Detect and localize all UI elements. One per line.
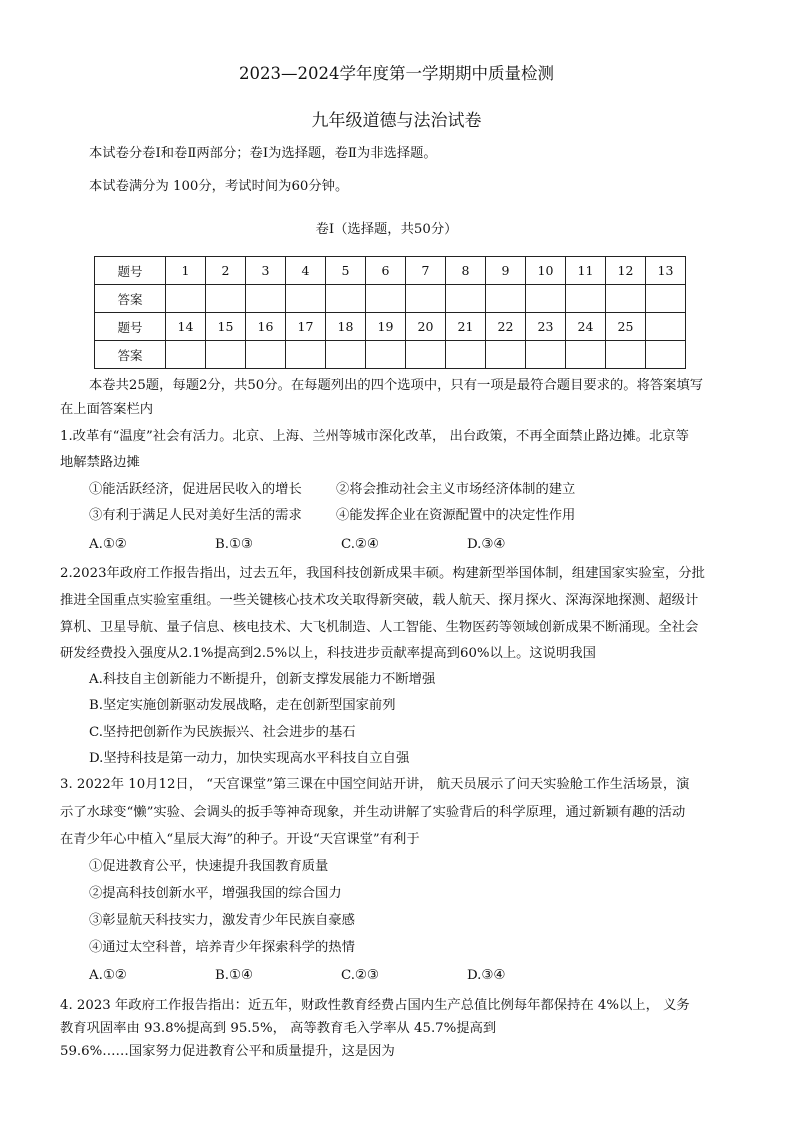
answer-cell[interactable] <box>246 285 286 313</box>
q3-option-d[interactable]: D.③④ <box>467 968 506 983</box>
q4-stem-line-2: 教育巩固率由 93.8%提高到 95.5%， 高等教育毛入学率从 45.7%提高到 <box>60 1021 497 1036</box>
q3-option-b[interactable]: B.①④ <box>215 968 253 983</box>
question-number-cell: 8 <box>446 257 486 285</box>
q2-stem-line-1: 2.2023年政府工作报告指出，过去五年，我国科技创新成果丰硕。构建新型举国体制，组建国家实验室，分批 <box>60 566 705 581</box>
q3-option-c[interactable]: C.②③ <box>341 968 379 983</box>
answer-cell[interactable] <box>606 341 646 369</box>
q3-statement-2: ②提高科技创新水平，增强我国的综合国力 <box>89 886 342 901</box>
q3-statement-4: ④通过太空科普，培养青少年探索科学的热情 <box>89 940 355 955</box>
q3-stem-line-1: 3. 2022年 10月12日， “天宫课堂”第三课在中国空间站开讲， 航天员展示了问天实验舱工作生活场景，演 <box>60 777 690 792</box>
answer-cell[interactable] <box>486 285 526 313</box>
q2-option-a[interactable]: A.科技自主创新能力不断提升，创新支撑发展能力不断增强 <box>89 672 436 687</box>
instructions-line-1: 本卷共25题，每题2分，共50分。在每题列出的四个选项中，只有一项是最符合题目要求的。将答案填写 <box>89 378 704 393</box>
answer-cell[interactable] <box>326 341 366 369</box>
answer-cell[interactable] <box>206 285 246 313</box>
answer-cell[interactable] <box>206 341 246 369</box>
row-label-question: 题号 <box>95 313 166 341</box>
intro-line-2: 本试卷满分为 100分，考试时间为60分钟。 <box>89 179 349 194</box>
answer-cell[interactable] <box>166 285 206 313</box>
row-label-question: 题号 <box>95 257 166 285</box>
answer-cell[interactable] <box>406 285 446 313</box>
question-number-cell: 7 <box>406 257 446 285</box>
table-row-answers-2 <box>95 341 686 369</box>
question-number-cell: 15 <box>206 313 246 341</box>
answer-cell[interactable] <box>406 341 446 369</box>
answer-cell[interactable] <box>646 285 686 313</box>
q1-stem-line-2: 地解禁路边摊 <box>60 455 140 470</box>
question-number-cell: 23 <box>526 313 566 341</box>
q3-stem-line-2: 示了水球变“懒”实验、会调头的扳手等神奇现象，并生动讲解了实验背后的科学原理，通过新颖有趣的活动 <box>60 805 686 820</box>
table-row-numbers-2 <box>95 313 686 341</box>
q1-options <box>89 536 593 554</box>
q2-stem-line-3: 算机、卫星导航、量子信息、核电技术、大飞机制造、人工智能、生物医药等领域创新成果不断涌现。全社会 <box>60 620 699 635</box>
q1-stem-line-1: 1.改革有“温度”社会有活力。北京、上海、兰州等城市深化改革， 出台政策，不再全面禁止路边摊。北京等 <box>60 429 689 444</box>
q1-statement-4: ④能发挥企业在资源配置中的决定性作用 <box>336 508 576 523</box>
question-number-cell: 13 <box>646 257 686 285</box>
q2-stem-line-4: 研发经费投入强度从2.1%提高到2.5%以上，科技进步贡献率提高到60%以上。这说明我国 <box>60 646 596 661</box>
answer-cell[interactable] <box>166 341 206 369</box>
q3-option-a[interactable]: A.①② <box>89 968 127 983</box>
section-title: 卷Ⅰ（选择题，共50分） <box>315 222 458 237</box>
answer-cell[interactable] <box>486 341 526 369</box>
exam-title: 2023—2024学年度第一学期期中质量检测 <box>239 64 554 83</box>
question-number-cell: 14 <box>166 313 206 341</box>
q2-option-c[interactable]: C.坚持把创新作为民族振兴、社会进步的基石 <box>89 725 356 740</box>
row-label-answer: 答案 <box>95 341 166 369</box>
table-row-answers-1 <box>95 285 686 313</box>
q3-stem-line-3: 在青少年心中植入“星辰大海”的种子。开设“天宫课堂”有利于 <box>60 832 420 847</box>
answer-cell[interactable] <box>446 285 486 313</box>
q1-option-c[interactable]: C.②④ <box>341 537 379 552</box>
question-number-cell: 6 <box>366 257 406 285</box>
question-number-cell: 17 <box>286 313 326 341</box>
q1-option-b[interactable]: B.①③ <box>215 537 253 552</box>
row-label-answer: 答案 <box>95 285 166 313</box>
q2-stem-line-2: 推进全国重点实验室重组。一些关键核心技术攻关取得新突破，载人航天、探月探火、深海深地探测、超级计 <box>60 593 699 608</box>
answer-cell[interactable] <box>446 341 486 369</box>
answer-table <box>94 256 686 369</box>
q4-stem-line-1: 4. 2023 年政府工作报告指出：近五年，财政性教育经费占国内生产总值比例每年都保持在 4%以上， 义务 <box>60 998 690 1013</box>
q1-option-a[interactable]: A.①② <box>89 537 127 552</box>
answer-cell[interactable] <box>326 285 366 313</box>
q3-statement-1: ①促进教育公平，快速提升我国教育质量 <box>89 859 329 874</box>
question-number-cell: 20 <box>406 313 446 341</box>
q3-statement-3: ③彰显航天科技实力，激发青少年民族自豪感 <box>89 913 355 928</box>
q1-statement-1: ①能活跃经济，促进居民收入的增长 <box>89 482 302 497</box>
answer-cell[interactable] <box>566 341 606 369</box>
question-number-cell: 12 <box>606 257 646 285</box>
question-number-cell: 25 <box>606 313 646 341</box>
question-number-cell: 19 <box>366 313 406 341</box>
answer-cell[interactable] <box>646 341 686 369</box>
question-number-cell: 5 <box>326 257 366 285</box>
q1-statement-3: ③有利于满足人民对美好生活的需求 <box>89 508 302 523</box>
question-number-cell: 21 <box>446 313 486 341</box>
answer-cell[interactable] <box>526 341 566 369</box>
question-number-cell: 18 <box>326 313 366 341</box>
q1-statement-2: ②将会推动社会主义市场经济体制的建立 <box>336 482 576 497</box>
question-number-cell: 9 <box>486 257 526 285</box>
answer-cell[interactable] <box>366 341 406 369</box>
question-number-cell: 2 <box>206 257 246 285</box>
question-number-cell: 10 <box>526 257 566 285</box>
answer-cell[interactable] <box>366 285 406 313</box>
answer-cell[interactable] <box>286 285 326 313</box>
table-row-numbers-1 <box>95 257 686 285</box>
question-number-cell: 22 <box>486 313 526 341</box>
question-number-cell: 1 <box>166 257 206 285</box>
q2-option-d[interactable]: D.坚持科技是第一动力，加快实现高水平科技自立自强 <box>89 751 410 766</box>
question-number-cell: 24 <box>566 313 606 341</box>
q1-option-d[interactable]: D.③④ <box>467 537 506 552</box>
question-number-cell: 4 <box>286 257 326 285</box>
exam-subtitle: 九年级道德与法治试卷 <box>311 111 482 131</box>
q2-option-b[interactable]: B.坚定实施创新驱动发展战略，走在创新型国家前列 <box>89 698 396 713</box>
question-number-cell <box>646 313 686 341</box>
instructions-line-2: 在上面答案栏内 <box>60 402 154 417</box>
answer-cell[interactable] <box>286 341 326 369</box>
question-number-cell: 11 <box>566 257 606 285</box>
answer-cell[interactable] <box>526 285 566 313</box>
intro-line-1: 本试卷分卷Ⅰ和卷Ⅱ两部分；卷Ⅰ为选择题，卷Ⅱ为非选择题。 <box>89 146 437 161</box>
answer-cell[interactable] <box>606 285 646 313</box>
answer-cell[interactable] <box>566 285 606 313</box>
q3-options <box>89 967 593 985</box>
q4-stem-line-3: 59.6%……国家努力促进教育公平和质量提升，这是因为 <box>60 1044 395 1059</box>
answer-cell[interactable] <box>246 341 286 369</box>
question-number-cell: 3 <box>246 257 286 285</box>
question-number-cell: 16 <box>246 313 286 341</box>
